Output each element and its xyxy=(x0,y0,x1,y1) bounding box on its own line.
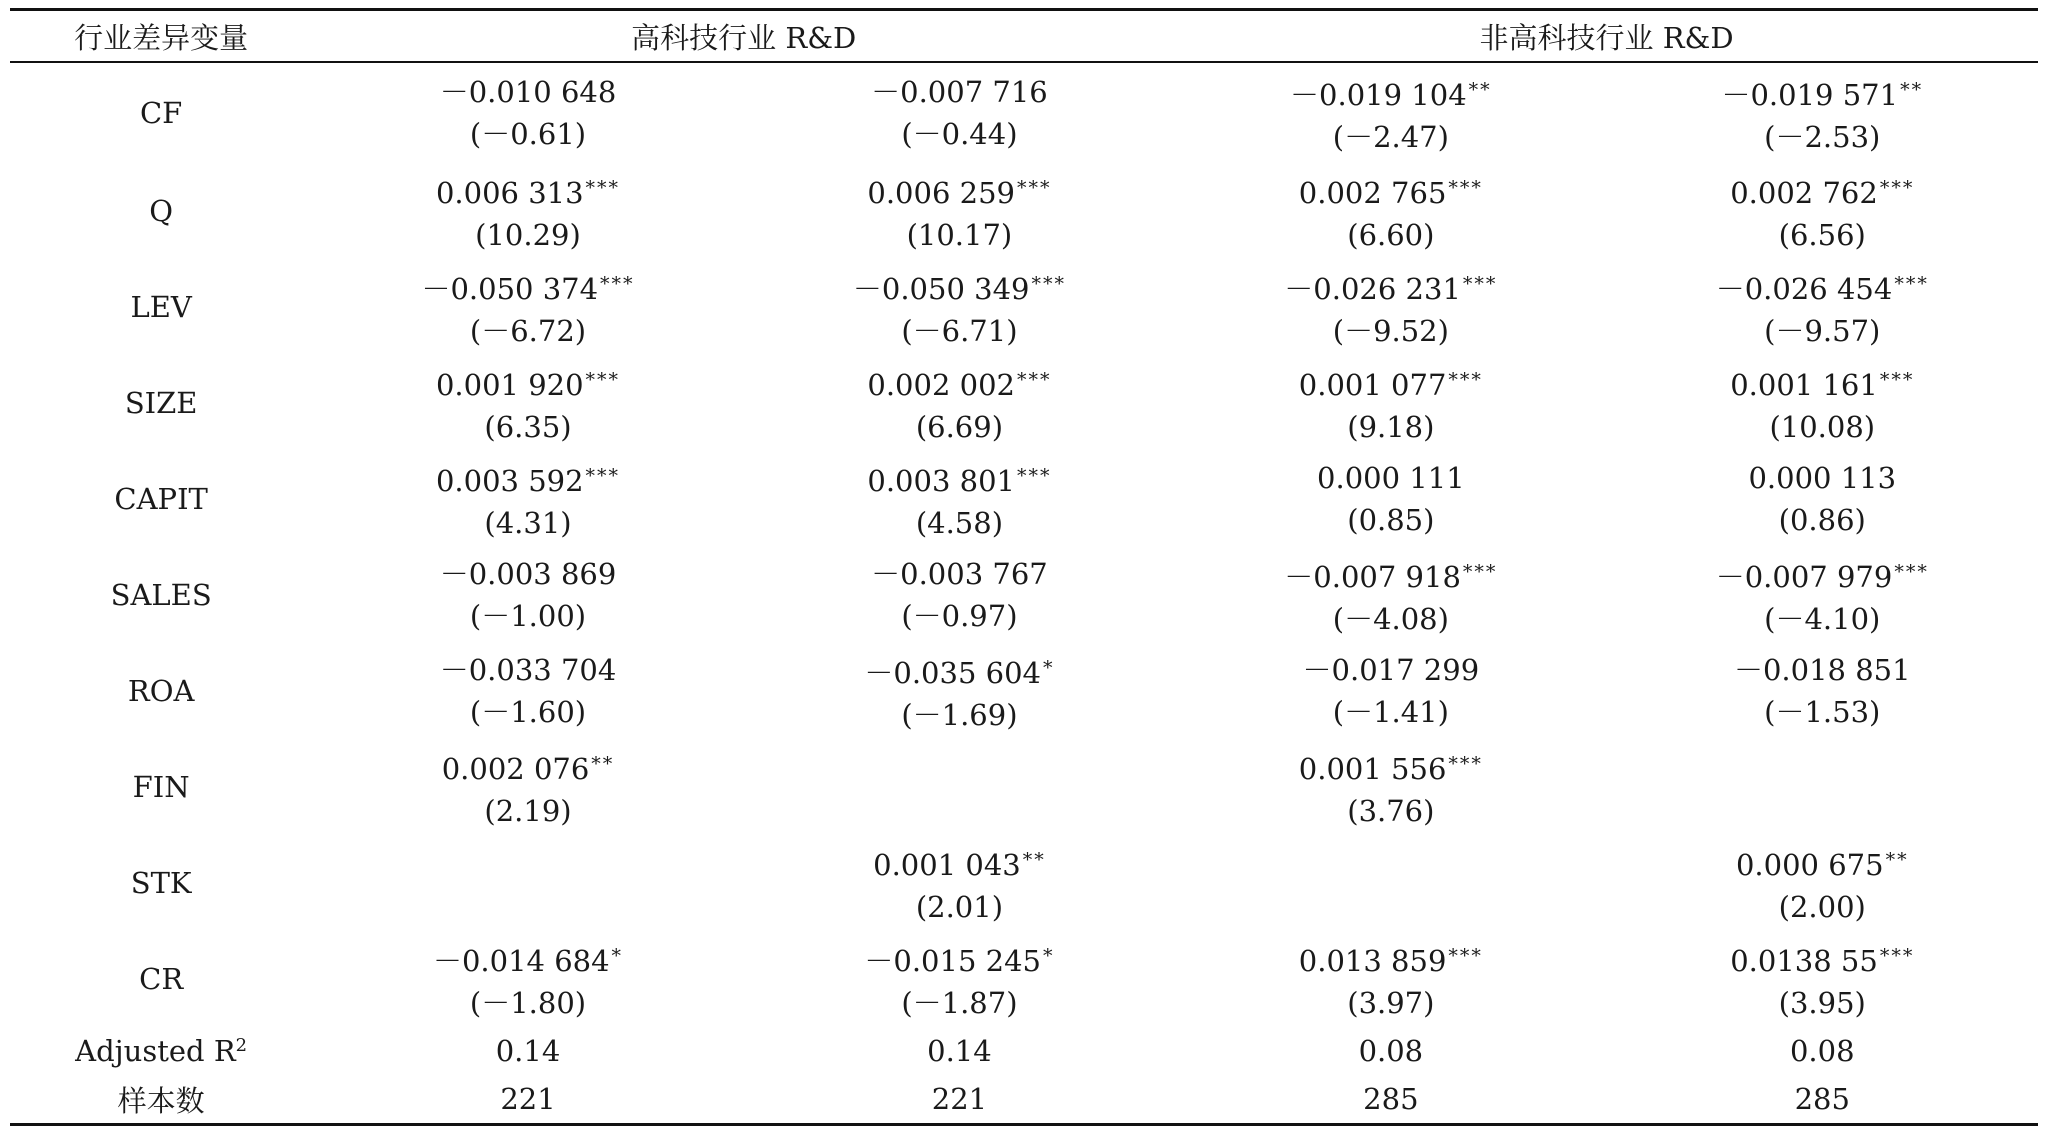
coefficient-cell xyxy=(744,643,1175,739)
variable-row-fin xyxy=(10,739,2038,835)
header-row xyxy=(10,10,2038,63)
coefficient-value: 0.006 259 xyxy=(867,175,1015,210)
coefficient-value: －0.015 245 xyxy=(864,943,1041,978)
significance-stars: *** xyxy=(1879,944,1915,967)
coefficient-value: －0.003 869 xyxy=(439,557,617,591)
coefficient-cell xyxy=(312,739,743,835)
significance-stars: * xyxy=(1042,656,1055,679)
coefficient-cell xyxy=(744,739,1175,835)
t-statistic: (－6.71) xyxy=(901,313,1018,348)
variable-row-cf xyxy=(10,62,2038,163)
coefficient-line xyxy=(312,71,743,113)
variable-row-roa xyxy=(10,643,2038,739)
coefficient-line xyxy=(744,647,1175,694)
adjusted-r2-label-text: Adjusted R xyxy=(75,1034,236,1068)
coefficient-line xyxy=(1607,551,2038,598)
coefficient-cell xyxy=(1607,259,2038,355)
variable-label: CAPIT xyxy=(114,482,208,516)
coefficient-line xyxy=(312,935,743,982)
t-statistic: (－1.53) xyxy=(1764,695,1881,729)
t-statistic: (－0.44) xyxy=(901,117,1018,151)
coefficient-line xyxy=(1607,69,2038,116)
significance-stars: * xyxy=(611,944,624,967)
significance-stars: *** xyxy=(1462,560,1498,583)
coefficient-cell xyxy=(744,835,1175,931)
t-statistic: (2.19) xyxy=(484,793,572,828)
significance-stars: ** xyxy=(1022,848,1046,871)
significance-stars: *** xyxy=(1879,176,1915,199)
coefficient-line xyxy=(744,455,1175,502)
coefficient-cell xyxy=(1175,835,1606,931)
t-statistic: (－4.10) xyxy=(1764,601,1881,636)
coefficient-value: －0.026 454 xyxy=(1715,271,1893,306)
variable-row-stk xyxy=(10,835,2038,931)
coefficient-value: 0.000 113 xyxy=(1748,461,1897,495)
coefficient-line xyxy=(312,167,743,214)
coefficient-cell xyxy=(1175,259,1606,355)
coefficient-cell xyxy=(1175,451,1606,547)
coefficient-line xyxy=(312,743,743,790)
significance-stars: *** xyxy=(1879,368,1915,391)
coefficient-cell xyxy=(1175,62,1606,163)
t-statistic: (－6.72) xyxy=(469,313,587,348)
significance-stars: *** xyxy=(1448,176,1483,199)
coefficient-cell xyxy=(312,931,743,1027)
coefficient-value: －0.018 851 xyxy=(1733,653,1911,687)
t-statistic: (－1.87) xyxy=(901,985,1018,1020)
variable-row-cr xyxy=(10,931,2038,1027)
coefficient-cell xyxy=(1607,163,2038,259)
coefficient-line xyxy=(1175,457,1606,499)
coefficient-value: －0.033 704 xyxy=(439,653,617,687)
coefficient-line xyxy=(1607,457,2038,499)
coefficient-value: 0.006 313 xyxy=(435,175,584,210)
coefficient-value: －0.003 767 xyxy=(871,557,1048,591)
coefficient-value: 0.001 043 xyxy=(873,847,1021,882)
t-statistic: (3.95) xyxy=(1778,985,1866,1020)
coefficient-cell xyxy=(312,355,743,451)
coefficient-line xyxy=(312,455,743,502)
t-statistic: (－9.57) xyxy=(1764,313,1881,348)
significance-stars: *** xyxy=(1016,464,1052,487)
coefficient-line xyxy=(744,167,1175,214)
significance-stars: ** xyxy=(1468,78,1492,101)
coefficient-cell xyxy=(1607,355,2038,451)
coefficient-cell xyxy=(1607,643,2038,739)
coefficient-value: 0.001 920 xyxy=(435,367,584,402)
coefficient-line xyxy=(312,649,743,691)
coefficient-line xyxy=(1607,359,2038,406)
coefficient-cell xyxy=(1607,451,2038,547)
coefficient-line xyxy=(1607,935,2038,982)
header-non-high-tech-group: 非高科技行业 R&D xyxy=(1479,20,1734,55)
coefficient-line xyxy=(312,263,743,310)
t-statistic: (6.35) xyxy=(484,409,572,444)
coefficient-cell xyxy=(744,259,1175,355)
significance-stars: *** xyxy=(585,368,621,391)
significance-stars: *** xyxy=(1462,272,1498,295)
coefficient-value: －0.010 648 xyxy=(439,75,617,109)
variable-row-lev xyxy=(10,259,2038,355)
t-statistic: (2.00) xyxy=(1778,889,1866,924)
t-statistic: (－1.00) xyxy=(469,599,587,633)
t-statistic: (3.76) xyxy=(1347,793,1435,828)
t-statistic: (6.56) xyxy=(1778,217,1866,252)
coefficient-line xyxy=(744,839,1175,886)
coefficient-line xyxy=(744,553,1175,595)
coefficient-cell xyxy=(1607,547,2038,643)
significance-stars: *** xyxy=(1031,272,1066,295)
adjusted-r2-value: 0.14 xyxy=(927,1034,992,1068)
coefficient-value: －0.035 604 xyxy=(864,655,1041,690)
coefficient-line xyxy=(744,359,1175,406)
coefficient-cell xyxy=(744,62,1175,163)
coefficient-line xyxy=(1175,167,1606,214)
sample-size-value: 221 xyxy=(931,1082,988,1116)
variable-label: FIN xyxy=(132,770,190,804)
coefficient-value: 0.001 556 xyxy=(1298,751,1447,786)
coefficient-cell xyxy=(1175,643,1606,739)
coefficient-cell xyxy=(1607,739,2038,835)
coefficient-cell xyxy=(1175,547,1606,643)
t-statistic: (6.60) xyxy=(1347,217,1435,252)
coefficient-line xyxy=(312,359,743,406)
coefficient-cell xyxy=(744,163,1175,259)
variable-label: Q xyxy=(149,194,174,228)
t-statistic: (－4.08) xyxy=(1332,601,1449,636)
coefficient-value: －0.014 684 xyxy=(432,943,610,978)
variable-row-q xyxy=(10,163,2038,259)
coefficient-line xyxy=(1175,69,1606,116)
t-statistic: (－2.47) xyxy=(1332,119,1449,154)
t-statistic: (－0.97) xyxy=(901,599,1018,633)
variable-label: LEV xyxy=(130,290,192,324)
adjusted-r2-value: 0.08 xyxy=(1358,1034,1424,1068)
coefficient-line xyxy=(1607,839,2038,886)
t-statistic: (4.58) xyxy=(915,505,1004,540)
variable-label: STK xyxy=(130,866,192,900)
t-statistic: (10.08) xyxy=(1769,409,1876,444)
variable-label: CR xyxy=(139,962,184,996)
regression-table-container xyxy=(10,8,2038,1126)
coefficient-value: －0.050 374 xyxy=(421,271,599,306)
t-statistic: (6.69) xyxy=(915,409,1004,444)
adjusted-r2-label xyxy=(10,1027,312,1075)
t-statistic: (－2.53) xyxy=(1764,119,1881,154)
coefficient-cell xyxy=(744,931,1175,1027)
adjusted-r2-row xyxy=(10,1027,2038,1075)
coefficient-cell xyxy=(1175,163,1606,259)
t-statistic: (9.18) xyxy=(1347,409,1435,444)
t-statistic: (10.29) xyxy=(475,217,581,252)
coefficient-value: 0.0138 55 xyxy=(1730,943,1878,978)
header-high-tech-group: 高科技行业 R&D xyxy=(631,20,857,55)
coefficient-cell xyxy=(312,259,743,355)
t-statistic: (4.31) xyxy=(484,505,572,540)
significance-stars: *** xyxy=(600,272,635,295)
coefficient-value: 0.000 675 xyxy=(1735,847,1884,882)
t-statistic: (－1.69) xyxy=(901,697,1018,732)
coefficient-line xyxy=(744,71,1175,113)
variable-label: CF xyxy=(139,96,183,130)
variable-row-capit xyxy=(10,451,2038,547)
variable-label: SIZE xyxy=(124,386,198,420)
coefficient-value: －0.007 979 xyxy=(1715,559,1893,594)
significance-stars: *** xyxy=(1448,752,1483,775)
coefficient-line xyxy=(744,935,1175,982)
variable-label: ROA xyxy=(127,674,195,708)
regression-table xyxy=(10,8,2038,1126)
sample-size-value: 221 xyxy=(500,1082,556,1116)
coefficient-cell xyxy=(1607,931,2038,1027)
header-variable-column: 行业差异变量 xyxy=(74,20,249,55)
variable-row-sales xyxy=(10,547,2038,643)
coefficient-cell xyxy=(312,643,743,739)
coefficient-value: －0.019 104 xyxy=(1290,77,1467,112)
significance-stars: *** xyxy=(1894,272,1929,295)
t-statistic: (－9.52) xyxy=(1332,313,1449,348)
coefficient-value: 0.002 002 xyxy=(867,367,1015,402)
coefficient-value: －0.007 918 xyxy=(1284,559,1461,594)
significance-stars: *** xyxy=(1448,944,1483,967)
coefficient-line xyxy=(312,553,743,595)
coefficient-value: 0.003 592 xyxy=(435,463,584,498)
coefficient-cell xyxy=(312,451,743,547)
coefficient-value: 0.002 765 xyxy=(1298,175,1447,210)
coefficient-cell xyxy=(1175,931,1606,1027)
table-body xyxy=(10,62,2038,1125)
coefficient-value: －0.007 716 xyxy=(871,75,1048,109)
coefficient-line xyxy=(1607,167,2038,214)
t-statistic: (－1.41) xyxy=(1332,695,1449,729)
significance-stars: *** xyxy=(1016,176,1052,199)
coefficient-line xyxy=(1607,263,2038,310)
coefficient-cell xyxy=(744,451,1175,547)
significance-stars: * xyxy=(1042,944,1055,967)
coefficient-line xyxy=(1175,263,1606,310)
t-statistic: (－1.80) xyxy=(469,985,587,1020)
sample-size-label: 样本数 xyxy=(117,1083,205,1118)
coefficient-cell xyxy=(312,835,743,931)
coefficient-line xyxy=(1175,649,1606,691)
coefficient-cell xyxy=(312,547,743,643)
significance-stars: *** xyxy=(1016,368,1052,391)
coefficient-cell xyxy=(312,163,743,259)
t-statistic: (3.97) xyxy=(1347,985,1435,1020)
sample-size-value: 285 xyxy=(1794,1082,1850,1116)
significance-stars: *** xyxy=(1448,368,1483,391)
significance-stars: *** xyxy=(1894,560,1929,583)
coefficient-value: 0.002 762 xyxy=(1730,175,1878,210)
t-statistic: (0.86) xyxy=(1778,503,1866,537)
t-statistic: (－0.61) xyxy=(469,117,587,151)
adjusted-r2-superscript: 2 xyxy=(235,1035,248,1056)
coefficient-value: －0.017 299 xyxy=(1302,653,1480,687)
coefficient-cell xyxy=(744,547,1175,643)
coefficient-line xyxy=(1175,935,1606,982)
coefficient-line xyxy=(1175,551,1606,598)
variable-label: SALES xyxy=(110,578,212,612)
coefficient-cell xyxy=(1175,739,1606,835)
coefficient-value: 0.001 077 xyxy=(1298,367,1447,402)
coefficient-value: －0.026 231 xyxy=(1284,271,1461,306)
coefficient-cell xyxy=(312,62,743,163)
t-statistic: (2.01) xyxy=(915,889,1004,924)
variable-row-size xyxy=(10,355,2038,451)
coefficient-cell xyxy=(744,355,1175,451)
coefficient-value: －0.050 349 xyxy=(852,271,1030,306)
coefficient-value: 0.002 076 xyxy=(441,751,590,786)
t-statistic: (0.85) xyxy=(1347,503,1435,537)
coefficient-cell xyxy=(1175,355,1606,451)
coefficient-value: 0.001 161 xyxy=(1730,367,1878,402)
coefficient-line xyxy=(1175,743,1606,790)
significance-stars: *** xyxy=(585,176,621,199)
significance-stars: ** xyxy=(591,752,615,775)
table-header xyxy=(10,10,2038,63)
coefficient-cell xyxy=(1607,835,2038,931)
coefficient-line xyxy=(744,263,1175,310)
t-statistic: (10.17) xyxy=(906,217,1013,252)
sample-size-value: 285 xyxy=(1363,1082,1419,1116)
t-statistic: (－1.60) xyxy=(469,695,587,729)
significance-stars: *** xyxy=(585,464,621,487)
coefficient-line xyxy=(1607,649,2038,691)
coefficient-value: 0.003 801 xyxy=(867,463,1015,498)
adjusted-r2-value: 0.14 xyxy=(495,1034,561,1068)
coefficient-value: 0.000 111 xyxy=(1317,461,1465,495)
coefficient-line xyxy=(1175,359,1606,406)
adjusted-r2-value: 0.08 xyxy=(1789,1034,1855,1068)
coefficient-value: 0.013 859 xyxy=(1298,943,1447,978)
significance-stars: ** xyxy=(1900,78,1924,101)
coefficient-value: －0.019 571 xyxy=(1721,77,1899,112)
significance-stars: ** xyxy=(1885,848,1909,871)
sample-size-row xyxy=(10,1075,2038,1125)
coefficient-cell xyxy=(1607,62,2038,163)
